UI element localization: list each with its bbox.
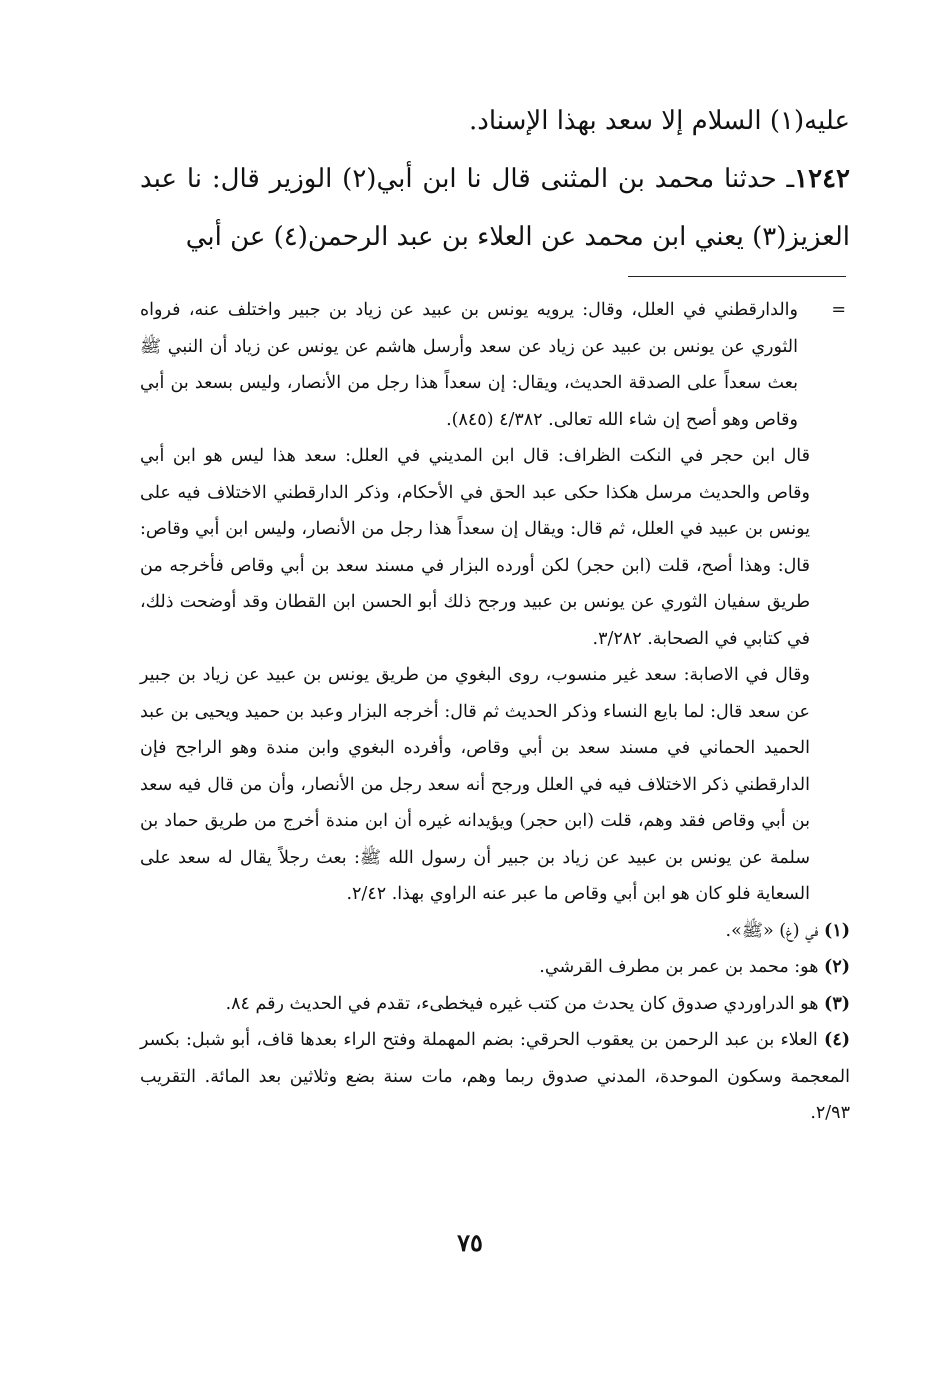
footnote-2 [140, 949, 850, 986]
footnote-2-number: (٢) [824, 957, 850, 977]
hadith-text: ـ حدثنا محمد بن المثنى قال نا ابن أبي(٢) الوزير قال: نا عبد العزيز(٣) يعني ابن محمد عن العلاء بن عبد الرحمن(٤) عن أبي [140, 164, 850, 252]
footnote-3-text: هو الدراوردي صدوق كان يحدث من كتب غيره فيخطىء، تقدم في الحديث رقم ٨٤. [225, 993, 819, 1014]
footnote-4-number: (٤) [824, 1030, 850, 1050]
footnote-continuation [140, 292, 850, 438]
footnote-separator [628, 276, 846, 277]
footnote-3-number: (٣) [824, 993, 850, 1014]
hadith-paragraph [140, 150, 850, 266]
page-number: ٧٥ [457, 1228, 483, 1257]
footnote-paragraph-1: والدارقطني في العلل، وقال: يرويه يونس بن عبيد عن زياد بن جبير واختلف عنه، فرواه الثوري عن يونس بن عبيد عن زياد عن سعد وأرسل هاشم عن يونس عن زياد أن النبي ﷺ بعث سعداً على الصدقة الحديث، ويقال: إن سعداً هذا رجل من الأنصار، وليس بسعد بن أبي وقاص وهو أصح إن شاء الله تعالى. ٤/٣٨٢ (٨٤٥). [140, 300, 798, 430]
main-text [140, 92, 850, 266]
footnote-2-text: هو: محمد بن عمر بن مطرف القرشي. [539, 957, 819, 977]
main-line-1: عليه(١) السلام إلا سعد بهذا الإسناد. [468, 106, 850, 136]
continuation-mark: = [831, 300, 846, 320]
footnote-paragraph-3: وقال في الاصابة: سعد غير منسوب، روى البغوي من طريق يونس بن عبيد عن زياد بن جبير عن سعد قال: لما بايع النساء وذكر الحديث ثم قال: أخرجه البزار وعبد بن حميد ويحيى بن عبد الحميد الحماني في مسند سعد بن أبي وقاص، وأفرده البغوي وابن مندة وهو الراجح فإن الدارقطني ذكر الاختلاف فيه في العلل ورجح أنه سعد رجل من الأنصار، وأن من قال فيه سعد بن أبي وقاص فقد وهم، قلت (ابن حجر) ويؤيدانه غيره أن ابن مندة أخرج من طريق حماد بن سلمة عن يونس بن عبيد عن زياد بن جبير أن رسول الله ﷺ: بعث رجلاً يقال له سعد على السعاية فلو كان هو ابن أبي وقاص ما عبر عنه الراوي بهذا. ٢/٤٢. [140, 665, 810, 904]
footnote-1 [140, 913, 850, 950]
footnote-3 [140, 986, 850, 1023]
footnote-1-number: (١) [824, 920, 850, 941]
footnote-1-text: في (غ) «ﷺ». [725, 920, 819, 941]
footnote-4 [140, 1022, 850, 1132]
footnote-paragraph-2: قال ابن حجر في النكت الظراف: قال ابن المديني في العلل: سعد هذا ليس هو ابن أبي وقاص والحديث مرسل هكذا حكى عبد الحق في الأحكام، وذكر الدارقطني الاختلاف فيه على يونس بن عبيد في العلل، ثم قال: ويقال إن سعداً هذا رجل من الأنصار، وليس ابن أبي وقاص: قال: وهذا أصح، قلت (ابن حجر) لكن أورده البزار في مسند سعد بن أبي وقاص فأخرجه من طريق سفيان الثوري عن يونس بن عبيد ورجح ذلك أبو الحسن ابن القطان وقد أوضحت ذلك، في كتابي في الصحابة. ٣/٢٨٢. [140, 446, 811, 649]
footnotes [140, 292, 850, 1132]
hadith-number: ١٢٤٢ [794, 164, 850, 194]
footnote-4-text: العلاء بن عبد الرحمن بن يعقوب الحرقي: بضم المهملة وفتح الراء بعدها قاف، أبو شبل: بكسر المعجمة وسكون الموحدة، المدني صدوق ربما وهم، مات سنة بضع وثلاثين بعد المائة. التقريب ٢/٩٣. [140, 1030, 850, 1123]
